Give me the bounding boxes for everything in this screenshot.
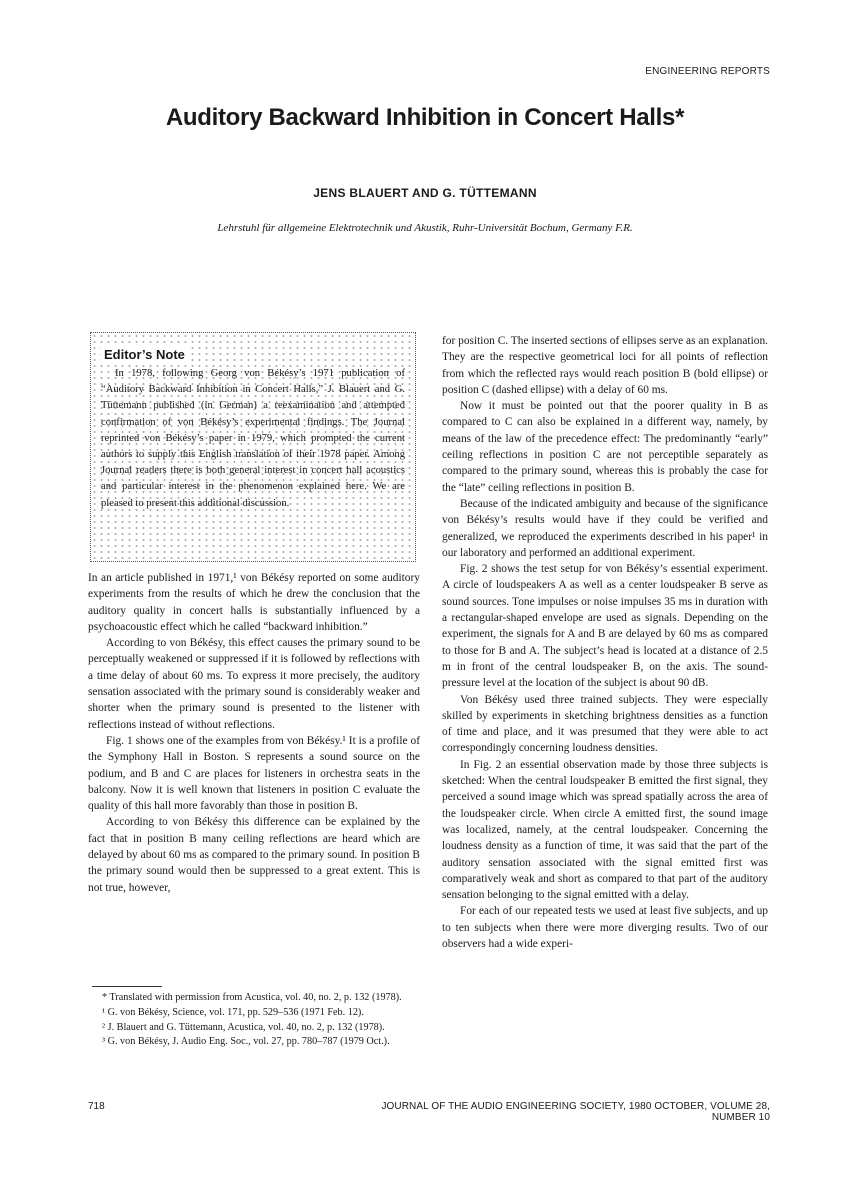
body-column-right <box>442 333 768 952</box>
footnote-rule <box>92 986 162 987</box>
paragraph: In Fig. 2 an essential observation made by those three subjects is sketched: When the central loudspeaker B emitted the first signal, they perceived a sound image which was spread spatially across the area of the loudspeaker circle. When circle A emitted first, the sound image was localized, namely, at the central loudspeaker. Concerning the loudness density as a function of time, it was said that the part of the auditory sensation associated with the signal emitted first was comparatively weak and short as compared to that part of the auditory sensation belonging to the signal emitted with a delay. <box>442 758 768 902</box>
journal-footer: JOURNAL OF THE AUDIO ENGINEERING SOCIETY, 1980 OCTOBER, VOLUME 28, NUMBER 10 <box>381 1101 770 1123</box>
paragraph: In an article published in 1971,¹ von Békésy reported on some auditory experiments from the results of which he drew the conclusion that the auditory quality in concert halls is substantially influenced by a psychoacoustic effect which he called “backward inhibition.” <box>88 572 420 633</box>
paragraph: Because of the indicated ambiguity and because of the significance von Békésy’s results would have if they could be verified and generalized, we reproduced the experiments described in his paper¹ in our laboratory and performed an additional experiment. <box>442 497 768 559</box>
section-label: ENGINEERING REPORTS <box>645 66 770 77</box>
paragraph: Fig. 1 shows one of the examples from von Békésy.¹ It is a profile of the Symphony Hall in Boston. S represents a sound source on the podium, and B and C are places for listeners in orchestra seats in the balcony. Now it is well known that listeners in position C evaluate the quality of this hall more favorably than those in position B. <box>88 734 420 813</box>
footnote: * Translated with permission from Acustica, vol. 40, no. 2, p. 132 (1978). <box>102 992 402 1003</box>
paragraph: for position C. The inserted sections of ellipses serve as an explanation. They are the respective geometrical loci for all points of reflection from which the reflected rays would reach position B (bold ellipse) or position C (dashed ellipse) with a delay of 60 ms. <box>442 335 768 396</box>
paragraph: Now it must be pointed out that the poorer quality in B as compared to C can also be explained in a different way, namely, by means of the law of the precedence effect: The predominantly “early” ceiling reflections in position C are not perceptible separately as compared to the primary sound, whereas this is probably the case for the “late” ceiling reflections in position B. <box>442 400 768 494</box>
body-column-left <box>88 570 420 896</box>
footnote: ¹ G. von Békésy, Science, vol. 171, pp. 529–536 (1971 Feb. 12). <box>102 1006 364 1018</box>
editor-note-box <box>90 332 416 562</box>
paragraph: For each of our repeated tests we used at least five subjects, and up to ten subjects when there were more diverging results. Two of our observers had a wide experi- <box>442 905 768 950</box>
paragraph: According to von Békésy this difference can be explained by the fact that in position B many ceiling reflections are heard which are delayed by about 60 ms as compared to the primary sound. In position B the primary sound would then be suppressed to a great extent. This is not true, however, <box>88 816 420 894</box>
paragraph: Von Békésy used three trained subjects. They were especially skilled by experiments in sketching brightness densities as a function of time and place, and it was presumed that they were able to act correspondingly concerning loudness densities. <box>442 693 768 755</box>
affiliation: Lehrstuhl für allgemeine Elektrotechnik und Akustik, Ruhr-Universität Bochum, Germany F.R. <box>217 222 633 234</box>
paragraph: According to von Békésy, this effect causes the primary sound to be perceptually weakened or suppressed if it is followed by reflections with a time delay of about 60 ms. To express it more precisely, the auditory sensation associated with the primary sound is considerably weaker and shorter when the primary sound is presented to the listener with reflections instead of without reflections. <box>88 637 420 731</box>
footnote: ² J. Blauert and G. Tüttemann, Acustica, vol. 40, no. 2, p. 132 (1978). <box>102 1021 385 1033</box>
paragraph: Fig. 2 shows the test setup for von Békésy’s essential experiment. A circle of loudspeakers A as well as a center loudspeaker B serve as sound sources. Tone impulses or noise impulses 35 ms in duration with a rectangular-shaped envelope are used as signals. Depending on the experiment, the signals for A and B are delayed by 60 ms as compared to those for B and A. The subject’s head is located at a distance of 2.5 m in front of the central loudspeaker B, on the axis. The sound-pressure level at the location of the subject is about 90 dB. <box>442 563 768 690</box>
page-number: 718 <box>88 1101 105 1112</box>
author-line: JENS BLAUERT AND G. TÜTTEMANN <box>313 186 537 200</box>
article-title: Auditory Backward Inhibition in Concert Halls* <box>165 104 685 131</box>
footnote: ³ G. von Békésy, J. Audio Eng. Soc., vol. 27, pp. 780–787 (1979 Oct.). <box>102 1036 390 1048</box>
editor-note-heading: Editor’s Note <box>101 347 188 362</box>
footnotes <box>92 992 418 1051</box>
editor-note-text: In 1978, following Georg von Békésy’s 1971 publication of “Auditory Backward Inhibition in Concert Halls,” J. Blauert and G. Tüttemann published (in German) a reexamination and attempted confirmation of von Békésy’s experimental findings. The Journal reprinted von Békésy’s paper in 1979, which prompted the current authors to supply this English translation of their 1978 paper. Among Journal readers there is both general interest in concert hall acoustics and particular interest in the phenomenon explained here. We are pleased to present this additional discussion. <box>101 368 405 509</box>
